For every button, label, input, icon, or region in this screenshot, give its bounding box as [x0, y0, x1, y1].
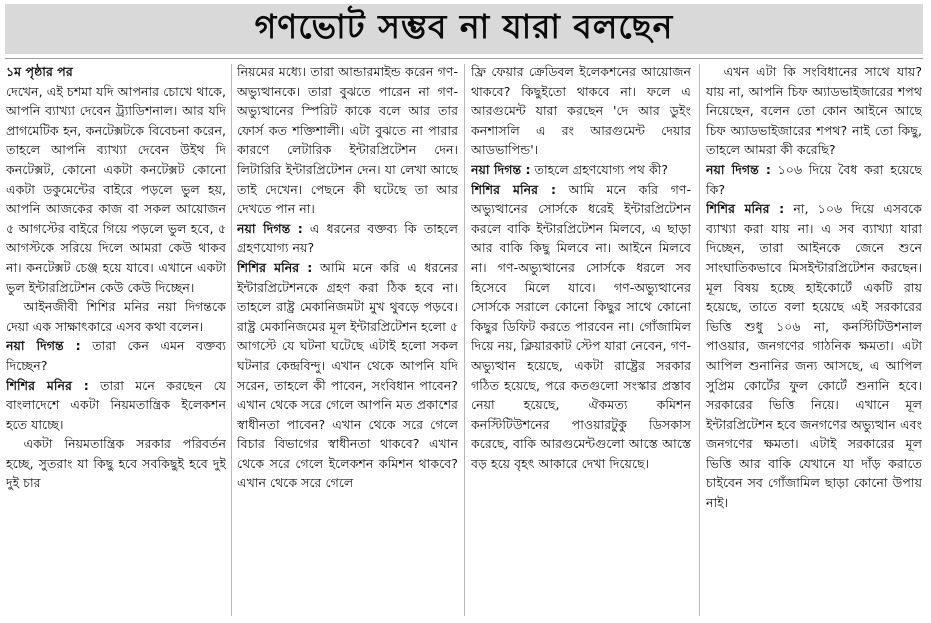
speaker-text: তারা কেন এমন বক্তব্য দিচ্ছেন?	[6, 338, 226, 373]
speaker-text: তাহলে গ্রহণযোগ্য পথ কী?	[530, 161, 669, 177]
body-paragraph: আইনজীবী শিশির মনির নয়া দিগন্তকে দেয়া এক সাক্ষাৎকারে এসব কথা বলেন।	[6, 299, 226, 334]
body-paragraph: এখন এটা কি সংবিধানের সাথে যায়? যায় না, আপনি চিফ অ্যাডভাইজারের শপথ নিয়েছেন, বলেন তো কোন আইনে আছে চিফ অ্যাডভাইজারের শপথ? নাই তো কিছু, তাহলে আমরা কী করেছি?	[706, 64, 922, 158]
speaker-label: শিশির মনির :	[237, 259, 313, 275]
interview-answer	[6, 376, 226, 435]
speaker-text: এ ধরনের বক্তব্য কি তাহলে গ্রহণযোগ্য নয়?	[237, 220, 458, 256]
interview-answer	[471, 180, 691, 474]
speaker-text: ১০৬ দিয়ে বৈধ করা হয়েছে কি?	[706, 161, 922, 197]
interview-question	[237, 219, 458, 258]
speaker-label: শিশির মনির :	[6, 377, 89, 393]
interview-question	[706, 160, 922, 199]
speaker-label: শিশির মনির :	[706, 201, 785, 217]
speaker-text: আমি মনে করি গণ-অভ্যুত্থানের সোর্সকে ধরেই ইন্টারপ্রিটেশন করলে বাকি ইন্টারপ্রিটেশন মিলবে, এ ছাড়া আর বাকি কিছু মিলবে না। আইনে মিলবে না। গণ-অভ্যুত্থানের সোর্সকে ধরলে সব হিসেবে মিলে যাবে। গণ-অভ্যুত্থানের সোর্সকে সরালে কোনো কিছুর সাথে কোনো কিছুর ডিফিট করতে পারবেন না। গোঁজামিল দিয়ে নয়, ক্লিয়ারকাট স্টেপ যারা নেবেন, গণ-অভ্যুত্থান হয়েছে, একটা রাষ্ট্রের সরকার গঠিত হয়েছে, পরে কতগুলো সংস্কার প্রস্তাব নেয়া হয়েছে, ঐকমত্য কমিশন কনস্টিটিউশনের পাওয়ারটুকু ডিসকাস করেছে, বাকি আরগুমেন্টগুলো আস্তে আস্তে বড় হয়ে বৃহৎ আকারে দেখা দিয়েছে।	[471, 181, 691, 471]
interview-answer	[237, 258, 458, 493]
body-paragraph: ফ্রি ফেয়ার ক্রেডিবল ইলেকশনের আয়োজন থাকবে? কিছুইতো থাকবে না। ফলে এ আরগুমেন্ট যারা করছেন 'দে আর ডুইং কনশাসলি এ রং আরগুমেন্ট দেয়ার আডভাপিন্ড'।	[471, 64, 691, 158]
headline: গণভোট সম্ভব না যারা বলছেন	[254, 7, 674, 46]
interview-question	[471, 160, 691, 180]
article-column-3	[471, 62, 691, 620]
body-paragraph: একটা নিয়মতান্ত্রিক সরকার পরিবর্তন হচ্ছে, সুতরাং যা কিছু হবে সবকিছুই হবে দুই দুই চার	[6, 436, 226, 491]
interview-answer	[706, 199, 922, 513]
speaker-label: নয়া দিগন্ত :	[237, 220, 303, 236]
speaker-label: নয়া দিগন্ত :	[706, 161, 771, 177]
interview-question	[6, 336, 226, 375]
headline-divider	[5, 58, 923, 59]
body-paragraph: নিয়মের মধ্যে। তারা আন্ডারমাইন্ড করেন গণ-অভ্যুত্থানকে। তারা বুঝতে পারেন না গণ-অভ্যুত্থানের স্পিরিট কাকে বলে আর তার ফোর্স কত শক্তিশালী। এটা বুঝতে না পারার কারণে লেটারিক ইন্টারপ্রিটেশন দেন। লিটারিরি ইন্টারপ্রিটেশন দেন। যা লেখা আছে তাই দেখেন। পেছনে কী ঘটেছে তা আর দেখতে পান না।	[237, 64, 458, 217]
article-body	[6, 62, 924, 620]
speaker-label: শিশির মনির :	[471, 181, 557, 197]
article-column-1	[6, 62, 226, 620]
headline-banner	[5, 4, 923, 54]
speaker-label: নয়া দিগন্ত :	[471, 161, 531, 177]
article-column-2	[237, 62, 458, 620]
article-column-4	[706, 62, 922, 620]
speaker-text: আমি মনে করি এ ধরনের ইন্টারপ্রিটেশনকে গ্রহণ করা ঠিক হবে না। তাহলে রাষ্ট্র মেকানিজমটা মুখ থুবড়ে পড়বে। রাষ্ট্র মেকানিজমের মূল ইন্টারপ্রিটেশন হলো ৫ আগস্টে যে ঘটনা ঘটেছে এটাই হলো সকল ঘটনার কেন্দ্রবিন্দু। এখান থেকে আপনি যদি সরেন, তাহলে কী পাবেন, সংবিধান পাবেন? এখান থেকে সরে গেলে আপনি মত প্রকাশের স্বাধীনতা পাবেন? এখান থেকে সরে গেলে বিচার বিভাগের স্বাধীনতা থাকবে? এখান থেকে সরে গেলে ইলেকশন কমিশন থাকবে? এখান থেকে সরে গেলে	[237, 259, 458, 491]
speaker-label: নয়া দিগন্ত :	[6, 338, 81, 354]
body-paragraph: দেখেন, এই চশমা যদি আপনার চোখে থাকে, আপনি ব্যাখ্যা দেবেন ট্র্যাডিশনাল। আর যদি প্রাগমেটিক হন, কনটেক্সটকে বিবেচনা করেন, তাহলে আপনি ব্যাখ্যা দেবেন উইথ দি কনটেক্সট, কোনো একটা কনটেক্সট কোনো একটা ডকুমেন্টের বাইরে পড়লে ভুল হয়, আপনি আজকের কাজ বা সকল আয়োজন ৫ আগস্টের বাইরে গিয়ে পড়লে ভুল হবে, ৫ আগস্টকে সরিয়ে দিলে আমরা কেউ থাকব না। কনটেক্সট চেঞ্জ হয়ে যাবে। এখানে একটা ভুল ইন্টারপ্রিটেশন কেউ কেউ দিচ্ছেন।	[6, 83, 226, 295]
speaker-text: তারা মনে করছেন যে বাংলাদেশে একটা নিয়মতান্ত্রিক ইলেকশন হতে যাচ্ছে।	[6, 377, 226, 432]
continued-from-label: ১ম পৃষ্ঠার পর	[6, 64, 73, 79]
speaker-text: না, ১০৬ দিয়ে এসবকে ব্যাখ্যা করা যায় না। এ সব ব্যাখ্যা যারা দিচ্ছেন, তারা আইনকে জেনে শুনে সাংঘাতিকভাবে মিসইন্টারপ্রিটেশন করছেন। মূল বিষয় হচ্ছে হাইকোর্টে একটি রায় হয়েছে, তাতে বলা হয়েছে এই সরকারের ভিত্তি শুধু ১০৬ না, কনস্টিটিউশনাল পাওয়ার, জনগণের গাঠনিক ক্ষমতা। এটা আপিল শুনানির জন্য আসছে, এ আপিল সুপ্রিম কোর্টের ফুল কোর্টে শুনানি হবে। সরকারের ভিত্তি নিয়ে। এখানে মূল ইন্টারপ্রিটেশন হবে জনগণের অভ্যুত্থান এবং জনগণের ক্ষমতা। এটাই সরকারের মূল ভিত্তি আর বাকি যেখানে যা দাঁড় করাতে চাইবেন সব গোঁজামিল ছাড়া কোনো উপায় নাই।	[706, 201, 922, 511]
